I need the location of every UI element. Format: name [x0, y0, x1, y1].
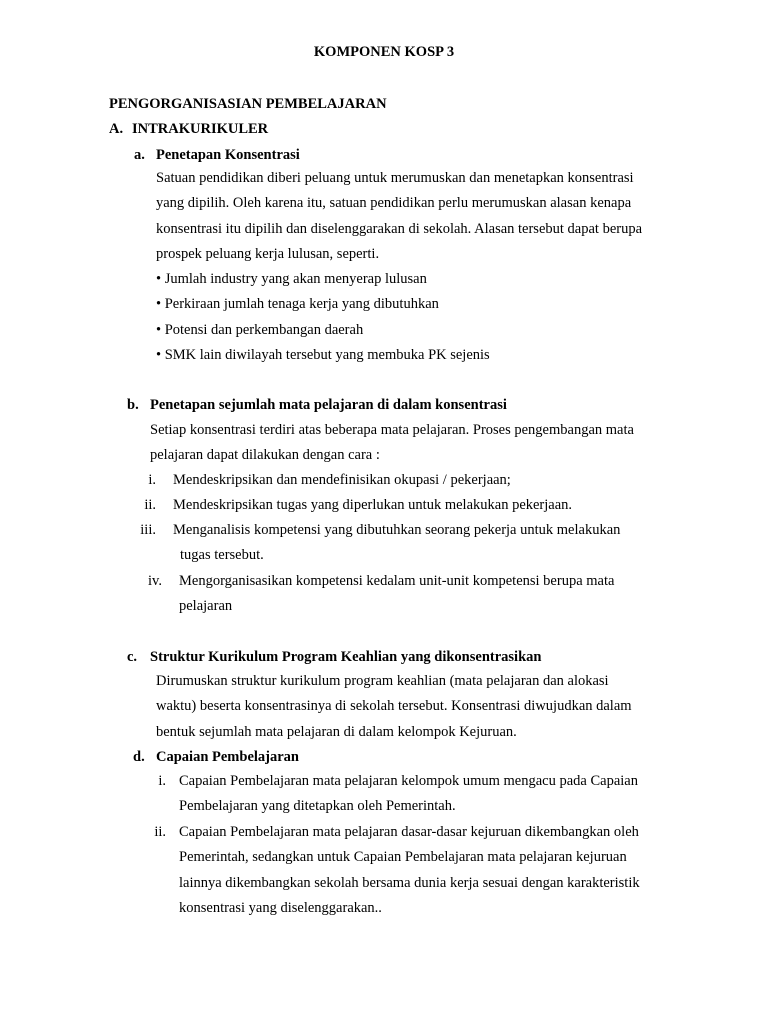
list-item: [179, 569, 739, 620]
list-item-number: iii.: [140, 522, 156, 538]
sub-a-paragraph: [156, 166, 736, 368]
list-item-number: i.: [148, 472, 156, 488]
bullet-item: • Potensi dan perkembangan daerah: [156, 321, 364, 338]
text-line: waktu) beserta konsentrasinya di sekolah tersebut. Konsentrasi diwujudkan dalam: [156, 698, 632, 715]
text-line: Dirumuskan struktur kurikulum program keahlian (mata pelajaran dan alokasi: [156, 673, 609, 689]
text-line: pelajaran dapat dilakukan dengan cara :: [150, 447, 380, 464]
bullet-item: • SMK lain diwilayah tersebut yang membuka PK sejenis: [156, 347, 490, 364]
section-a-label: INTRAKURIKULER: [132, 121, 269, 137]
list-item-number: i.: [158, 773, 166, 789]
text-line: Capaian Pembelajaran mata pelajaran dasar-dasar kejuruan dikembangkan oleh: [179, 824, 639, 840]
section-a-marker: A.: [109, 121, 124, 137]
text-line: pelajaran: [179, 598, 233, 615]
sub-c-marker: c.: [127, 649, 138, 665]
list-item: [173, 493, 733, 518]
list-item-number: iv.: [148, 573, 162, 589]
text-line: Menganalisis kompetensi yang dibutuhkan seorang pekerja untuk melakukan: [173, 522, 621, 538]
text-line: Mengorganisasikan kompetensi kedalam unit-unit kompetensi berupa mata: [179, 573, 615, 589]
sub-c-paragraph: [156, 669, 736, 745]
text-line: bentuk sejumlah mata pelajaran di dalam kelompok Kejuruan.: [156, 723, 517, 740]
sub-a-heading: Penetapan Konsentrasi: [156, 147, 300, 163]
text-line: konsentrasi yang diselenggarakan..: [179, 899, 382, 916]
bullet-item: • Jumlah industry yang akan menyerap lulusan: [156, 271, 427, 288]
text-line: Pemerintah, sedangkan untuk Capaian Pembelajaran mata pelajaran kejuruan: [179, 849, 627, 866]
document-title: KOMPONEN KOSP 3: [313, 44, 455, 60]
list-item: [179, 820, 739, 921]
bullet-item: • Perkiraan jumlah tenaga kerja yang dibutuhkan: [156, 296, 439, 313]
sub-b-marker: b.: [127, 397, 139, 413]
sub-c-heading: Struktur Kurikulum Program Keahlian yang dikonsentrasikan: [150, 649, 542, 665]
list-item: [173, 468, 733, 493]
text-line: prospek peluang kerja lulusan, seperti.: [156, 245, 380, 262]
sub-b-heading: Penetapan sejumlah mata pelajaran di dalam konsentrasi: [150, 397, 507, 413]
main-heading: PENGORGANISASIAN PEMBELAJARAN: [109, 96, 387, 112]
sub-d-heading: Capaian Pembelajaran: [156, 749, 299, 765]
list-item: [179, 769, 739, 820]
text-line: tugas tersebut.: [180, 547, 264, 564]
list-item-number: ii.: [144, 497, 156, 513]
text-line: Mendeskripsikan tugas yang diperlukan untuk melakukan pekerjaan.: [173, 497, 573, 513]
text-line: konsentrasi itu dipilih dan diselenggarakan di sekolah. Alasan tersebut dapat berupa: [156, 220, 643, 237]
list-item: [173, 518, 733, 569]
text-line: yang dipilih. Oleh karena itu, satuan pendidikan perlu merumuskan alasan kenapa: [156, 195, 632, 212]
text-line: Setiap konsentrasi terdiri atas beberapa mata pelajaran. Proses pengembangan mata: [150, 422, 634, 438]
text-line: Capaian Pembelajaran mata pelajaran kelompok umum mengacu pada Capaian: [179, 773, 638, 789]
list-item-number: ii.: [154, 824, 166, 840]
sub-b-paragraph: [150, 418, 730, 469]
text-line: Satuan pendidikan diberi peluang untuk merumuskan dan menetapkan konsentrasi: [156, 170, 634, 186]
text-line: Pembelajaran yang ditetapkan oleh Pemerintah.: [179, 798, 456, 815]
sub-d-marker: d.: [133, 749, 145, 765]
sub-a-marker: a.: [134, 147, 145, 163]
text-line: lainnya dikembangkan sekolah bersama dunia kerja sesuai dengan karakteristik: [179, 874, 640, 891]
text-line: Mendeskripsikan dan mendefinisikan okupasi / pekerjaan;: [173, 472, 511, 488]
